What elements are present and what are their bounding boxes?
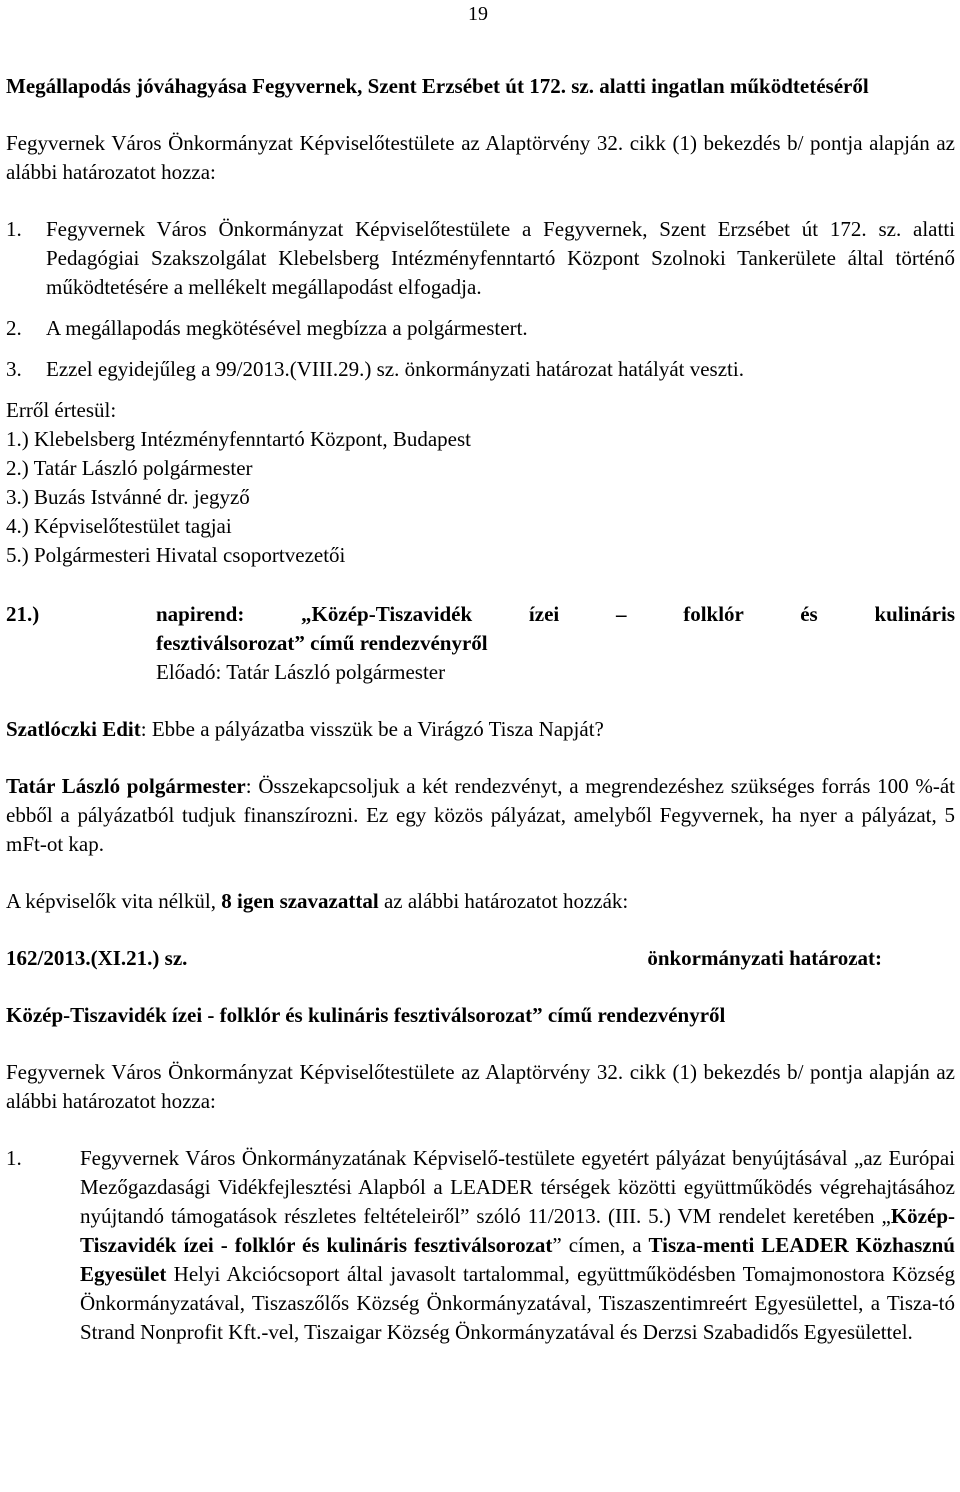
vote-count: 8 igen szavazattal (221, 889, 379, 913)
dialogue-entry (6, 772, 955, 859)
resolution-label: önkormányzati határozat: (647, 946, 882, 970)
resolution-text-part: Helyi Akciócsoport által javasolt tartalommal, együttműködésben Tomajmonostora Község Önkormányzatával, Tiszaszőlős Község Önkormányzatával, Tiszaszentimreért Egyesülettel, a Tisza-tó Strand Nonprofit Kft.-vel, Tiszaigar Község Önkormányzatával és Derzsi Szabadidős Egyesülettel. (80, 1262, 955, 1344)
resolution-intro: Fegyvernek Város Önkormányzat Képviselőtestülete az Alaptörvény 32. cikk (1) bekezdés b/ pontja alapján az alábbi határozatot hozza: (6, 1060, 955, 1113)
speaker-name: Szatlóczki Edit (6, 717, 141, 741)
agenda-presenter: Előadó: Tatár László polgármester (156, 660, 446, 684)
decision-list (6, 215, 955, 384)
association-name: Tisza-menti LEADER Közhasznú Egyesület (80, 1233, 955, 1286)
notify-item: 2.) Tatár László polgármester (6, 456, 253, 480)
speaker-text: : Összekapcsoljuk a két rendezvényt, a megrendezéshez szükséges forrás 100 %-át ebből a pályázatból tudjuk finanszírozni. Ez egy közös pályázat, amelyből Fegyvernek, ha nyer a pályázat, 5 mFt-ot kap. (6, 774, 955, 856)
resolution-item-text (80, 1144, 955, 1347)
decision-item (6, 355, 955, 384)
notify-item: 5.) Polgármesteri Hivatal csoportvezetői (6, 543, 346, 567)
decision-item-number: 2. (6, 316, 22, 340)
notify-item: 1.) Klebelsberg Intézményfenntartó Központ, Budapest (6, 427, 471, 451)
vote-prefix: A képviselők vita nélkül, (6, 889, 222, 913)
decision-item-number: 1. (6, 217, 22, 241)
agenda-heading (6, 600, 955, 687)
notify-list (6, 425, 955, 570)
agenda-title-line2: fesztiválsorozat” című rendezvényről (156, 631, 488, 655)
notify-label: Erről értesül: (6, 398, 117, 422)
section-title: Megállapodás jóváhagyása Fegyvernek, Szent Erzsébet út 172. sz. alatti ingatlan működtetéséről (6, 74, 869, 98)
notify-item: 3.) Buzás Istvánné dr. jegyző (6, 485, 250, 509)
speaker-text: : Ebbe a pályázatba visszük be a Virágzó Tisza Napját? (140, 717, 604, 741)
notify-item: 4.) Képviselőtestület tagjai (6, 514, 232, 538)
vote-suffix: az alábbi határozatot hozzák: (378, 889, 629, 913)
resolution-header (6, 944, 882, 973)
resolution-number: 162/2013.(XI.21.) sz. (6, 946, 188, 970)
agenda-title-line1: napirend: „Közép-Tiszavidék ízei – folklór és kulináris (156, 602, 955, 626)
resolution-item (6, 1144, 955, 1347)
decision-item-number: 3. (6, 357, 22, 381)
section-intro: Fegyvernek Város Önkormányzat Képviselőtestülete az Alaptörvény 32. cikk (1) bekezdés b/ pontja alapján az alábbi határozatot hozza: (6, 131, 955, 184)
resolution-item-number: 1. (6, 1146, 22, 1170)
resolution-title: Közép-Tiszavidék ízei - folklór és kulináris fesztiválsorozat” című rendezvényről (6, 1003, 726, 1027)
speaker-name: Tatár László polgármester (6, 774, 246, 798)
dialogue-entry (6, 715, 955, 744)
vote-statement (6, 887, 955, 916)
decision-item (6, 215, 955, 302)
decision-item-text: A megállapodás megkötésével megbízza a polgármestert. (46, 316, 528, 340)
event-title: Közép-Tiszavidék ízei - folklór és kulináris fesztiválsorozat (80, 1204, 955, 1257)
resolution-text-part: Fegyvernek Város Önkormányzatának Képviselő-testülete egyetért pályázat benyújtásával „az Európai Mezőgazdasági Vidékfejlesztési Alapból a LEADER térségek közötti együttműködés végrehajtásához nyújtandó támogatások részletes feltételeiről” szóló 11/2013. (III. 5.) VM rendelet keretében „ (80, 1146, 955, 1228)
decision-item-text: Fegyvernek Város Önkormányzat Képviselőtestülete a Fegyvernek, Szent Erzsébet út 172. sz. alatti Pedagógiai Szakszolgálat Klebelsberg Intézményfenntartó Központ Szolnoki Tankerülete által történő működtetésére a mellékelt megállapodást elfogadja. (46, 217, 955, 299)
decision-item (6, 314, 955, 343)
resolution-list (6, 1144, 955, 1347)
resolution-text-part: ” címen, a (552, 1233, 649, 1257)
agenda-number: 21.) (6, 602, 40, 626)
document-body (6, 72, 955, 1347)
page-number: 19 (468, 3, 488, 25)
agenda-title (156, 600, 955, 687)
decision-item-text: Ezzel egyidejűleg a 99/2013.(VIII.29.) sz. önkormányzati határozat hatályát veszti. (46, 357, 744, 381)
